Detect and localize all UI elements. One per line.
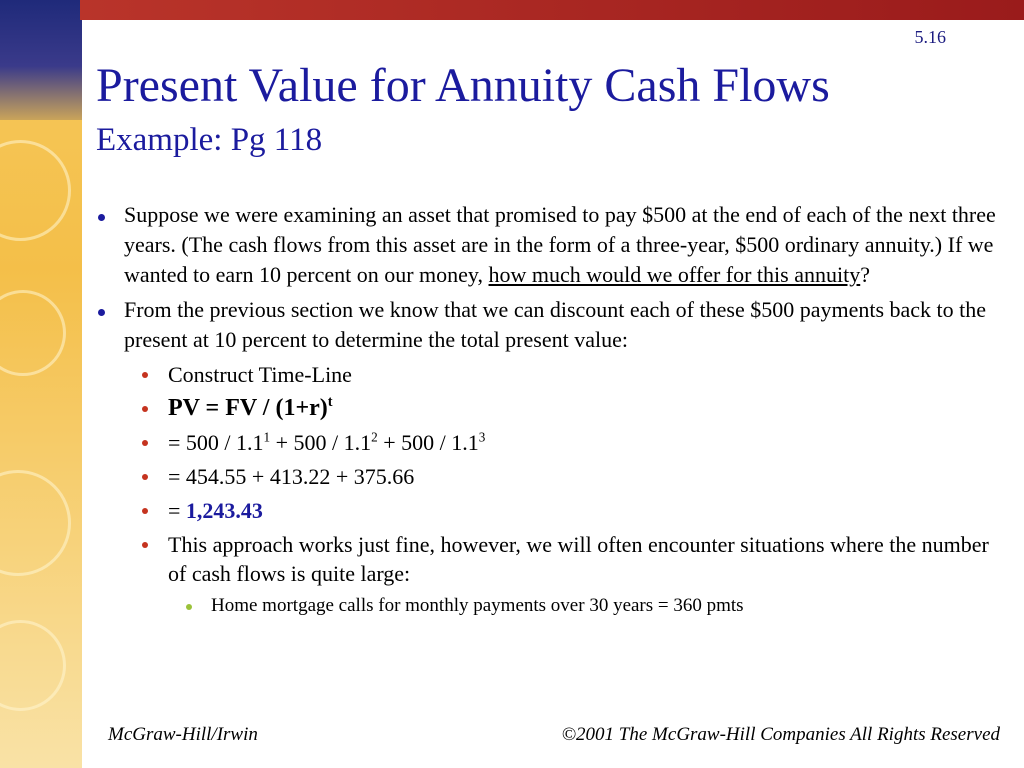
bullet-discount <box>96 295 1006 355</box>
footer-publisher: McGraw-Hill/Irwin <box>108 724 258 745</box>
sub-bullet-dot <box>142 474 148 480</box>
underlined-question: how much would we offer for this annuity <box>488 262 861 287</box>
sub-bullet-dot <box>142 508 148 514</box>
calc-exponent: 3 <box>478 429 486 445</box>
sub-bullet-dot <box>142 406 148 412</box>
calc-exponent: 2 <box>371 429 378 445</box>
sub-bullet-timeline <box>96 360 1006 389</box>
sub-bullet-values <box>96 462 1006 491</box>
sub-bullet-dot <box>142 372 148 378</box>
top-accent-bar <box>80 0 1024 20</box>
coin-decoration <box>0 140 71 241</box>
sub-bullet-text: This approach works just fine, however, we will often encounter situations where the number of cash flows is quite large: <box>168 532 989 586</box>
total-value: 1,243.43 <box>185 498 263 523</box>
bullet-question <box>96 200 1006 290</box>
third-bullet-text: Home mortgage calls for monthly payments over 30 years = 360 pmts <box>211 595 744 616</box>
sub-bullet-dot <box>142 440 148 446</box>
sub-bullet-calculation <box>96 428 1006 457</box>
bullet-dot <box>98 214 105 221</box>
sub-bullet-total <box>96 496 1006 525</box>
bullet-dot <box>98 309 105 316</box>
calc-term: = 500 / 1.1 <box>168 430 264 455</box>
sub-bullet-text: Construct Time-Line <box>168 362 352 387</box>
coin-decoration <box>0 290 66 376</box>
coin-decoration <box>0 620 66 711</box>
slide-content <box>96 200 1006 619</box>
total-prefix: = <box>168 498 186 523</box>
sub-bullet-formula <box>96 394 1006 423</box>
calc-term: + 500 / 1.1 <box>377 430 479 455</box>
decorative-left-strip <box>0 0 82 768</box>
calc-term: + 500 / 1.1 <box>270 430 372 455</box>
bullet-text: Suppose we were examining an asset that promised to pay $500 at the end of each of the next three years. (The cash flows from this asset are in the form of a three-year, $500 ordinary annuity.) If we wanted to earn 10 percent on our money, <box>124 202 996 287</box>
bullet-text: From the previous section we know that we can discount each of these $500 payments back to the present at 10 percent to determine the total present value: <box>124 297 987 352</box>
footer-copyright: ©2001 The McGraw-Hill Companies All Rights Reserved <box>561 724 1000 745</box>
third-bullet-dot <box>186 604 192 610</box>
slide-subtitle: Example: Pg 118 <box>96 122 323 158</box>
third-bullet-mortgage <box>96 593 1006 619</box>
calc-exponent: 1 <box>263 429 271 445</box>
coin-decoration <box>0 470 71 576</box>
sub-bullet-text: = 454.55 + 413.22 + 375.66 <box>168 464 415 489</box>
sub-bullet-approach <box>96 530 1006 588</box>
sub-bullet-dot <box>142 542 148 548</box>
strip-top-shade <box>0 0 82 120</box>
slide-number: 5.16 <box>914 27 946 47</box>
formula-text: PV = FV / (1+r) <box>168 395 328 421</box>
slide-title: Present Value for Annuity Cash Flows <box>96 59 830 112</box>
bullet-text-end: ? <box>860 262 870 287</box>
formula-exponent: t <box>327 394 333 410</box>
